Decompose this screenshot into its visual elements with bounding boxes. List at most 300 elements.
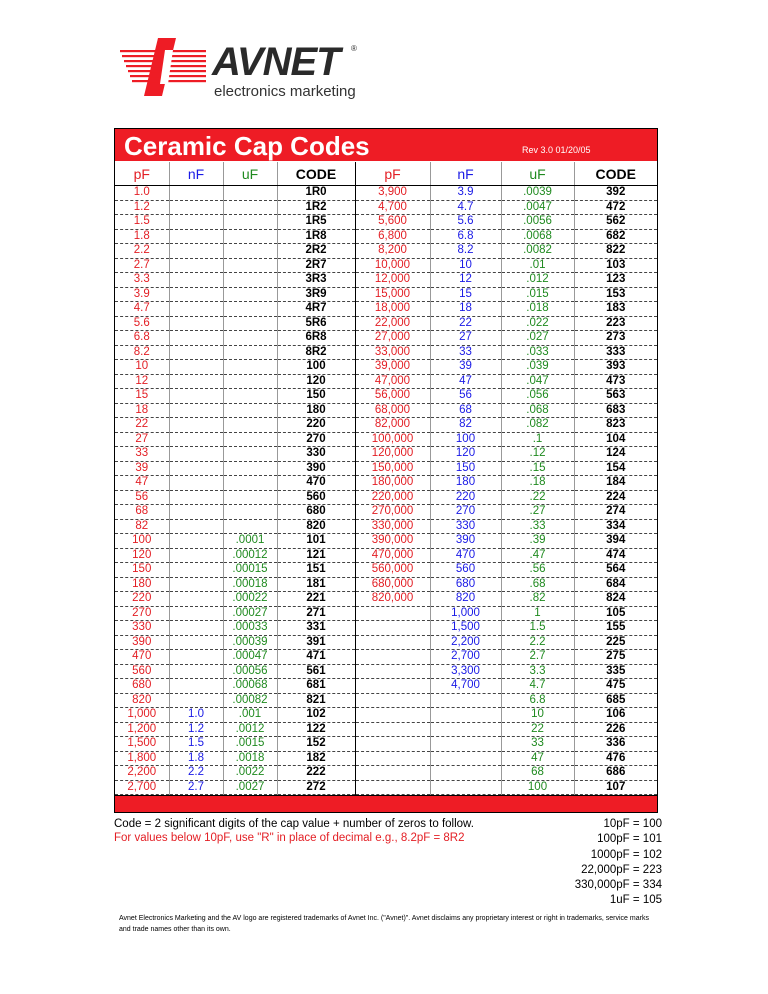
uf-cell [223,331,277,346]
pf-cell: 270 [115,606,169,621]
code-cell: 5R6 [277,316,355,331]
table-row [115,273,657,288]
pf-cell: 4,700 [355,200,430,215]
code-cell: 223 [574,316,657,331]
uf-cell: .00056 [223,664,277,679]
uf-cell: .0056 [501,215,574,230]
nf-cell [169,403,223,418]
code-cell: 563 [574,389,657,404]
table-row [115,635,657,650]
table-row [115,287,657,302]
nf-cell: 470 [430,548,501,563]
nf-cell [169,534,223,549]
uf-cell [223,360,277,375]
nf-cell: 680 [430,577,501,592]
pf-cell: 390 [115,635,169,650]
uf-cell [223,403,277,418]
nf-cell: 33 [430,345,501,360]
code-cell: 475 [574,679,657,694]
code-cell: 275 [574,650,657,665]
nf-cell: 47 [430,374,501,389]
pf-cell [355,664,430,679]
code-cell: 155 [574,621,657,636]
uf-cell [223,505,277,520]
pf-cell: 180 [115,577,169,592]
pf-cell: 1.2 [115,200,169,215]
code-cell: 474 [574,548,657,563]
code-cell: 334 [574,519,657,534]
pf-cell [355,780,430,795]
uf-cell: .0012 [223,722,277,737]
uf-cell: .12 [501,447,574,462]
nf-cell: 27 [430,331,501,346]
pf-cell [355,766,430,781]
uf-cell: .00082 [223,693,277,708]
code-cell: 224 [574,490,657,505]
code-cell: 220 [277,418,355,433]
code-cell: 120 [277,374,355,389]
nf-cell [169,244,223,259]
pf-cell: 220,000 [355,490,430,505]
code-rule-note: Code = 2 significant digits of the cap value + number of zeros to follow. [114,818,474,830]
uf-cell: 10 [501,708,574,723]
nf-cell [169,447,223,462]
pf-cell: 47,000 [355,374,430,389]
nf-cell: 180 [430,476,501,491]
table-row [115,766,657,781]
code-cell: 272 [277,780,355,795]
table-row [115,563,657,578]
nf-cell: 5.6 [430,215,501,230]
code-cell: 100 [277,360,355,375]
pf-cell: 560,000 [355,563,430,578]
uf-cell: .00027 [223,606,277,621]
code-cell: 471 [277,650,355,665]
code-cell: 562 [574,215,657,230]
uf-cell: .068 [501,403,574,418]
code-cell: 683 [574,403,657,418]
pf-cell: 56,000 [355,389,430,404]
uf-cell [223,273,277,288]
pf-cell: 180,000 [355,476,430,491]
nf-cell [169,258,223,273]
table-row [115,577,657,592]
nf-cell [169,490,223,505]
code-cell: 270 [277,432,355,447]
nf-cell [169,287,223,302]
table-row [115,432,657,447]
pf-cell: 680,000 [355,577,430,592]
pf-cell: 5.6 [115,316,169,331]
uf-cell [223,258,277,273]
nf-cell: 560 [430,563,501,578]
code-cell: 564 [574,563,657,578]
pf-cell: 39 [115,461,169,476]
uf-cell: .82 [501,592,574,607]
code-cell: 330 [277,447,355,462]
table-row [115,360,657,375]
nf-cell: 1.8 [169,751,223,766]
code-cell: 684 [574,577,657,592]
pf-cell: 2.7 [115,258,169,273]
table-row [115,722,657,737]
pf-cell: 390,000 [355,534,430,549]
nf-cell [169,186,223,201]
pf-cell: 10 [115,360,169,375]
nf-cell: 1.5 [169,737,223,752]
pf-cell: 1,800 [115,751,169,766]
nf-cell [169,592,223,607]
pf-cell: 27,000 [355,331,430,346]
uf-cell: 33 [501,737,574,752]
pf-cell: 1.5 [115,215,169,230]
pf-cell: 12 [115,374,169,389]
nf-cell: 3,300 [430,664,501,679]
table-row [115,331,657,346]
code-cell: 273 [574,331,657,346]
uf-cell: .00047 [223,650,277,665]
code-cell: 1R0 [277,186,355,201]
table-row [115,679,657,694]
table-row [115,389,657,404]
table-row [115,621,657,636]
pf-cell: 8,200 [355,244,430,259]
nf-cell: 1.0 [169,708,223,723]
uf-cell: .0027 [223,780,277,795]
nf-cell [430,693,501,708]
uf-cell [223,461,277,476]
nf-cell: 820 [430,592,501,607]
table-row [115,302,657,317]
uf-cell [223,345,277,360]
pf-cell: 18,000 [355,302,430,317]
uf-cell: .00033 [223,621,277,636]
code-cell: 6R8 [277,331,355,346]
pf-cell: 18 [115,403,169,418]
uf-cell [223,374,277,389]
nf-cell: 330 [430,519,501,534]
nf-cell [430,780,501,795]
nf-cell [430,722,501,737]
uf-cell: .00039 [223,635,277,650]
nf-cell [430,708,501,723]
uf-cell [223,418,277,433]
col-header-nf: nF [169,162,223,186]
nf-cell [169,273,223,288]
code-cell: 180 [277,403,355,418]
nf-cell: 10 [430,258,501,273]
example-line: 1uF = 105 [609,894,662,907]
table-row [115,592,657,607]
pf-cell: 120,000 [355,447,430,462]
table-row [115,345,657,360]
pf-cell: 15,000 [355,287,430,302]
code-cell: 123 [574,273,657,288]
column-header-row [115,162,657,186]
pf-cell: 150 [115,563,169,578]
pf-cell: 2,200 [115,766,169,781]
table-row [115,186,657,201]
nf-cell: 68 [430,403,501,418]
col-header-code-right: CODE [574,162,657,186]
pf-cell: 820,000 [355,592,430,607]
nf-cell [430,737,501,752]
table-row [115,215,657,230]
pf-cell: 470 [115,650,169,665]
example-line: 100pF = 101 [597,833,662,846]
pf-cell [355,621,430,636]
nf-cell: 4.7 [430,200,501,215]
nf-cell [169,621,223,636]
cap-code-table [114,128,658,813]
code-cell: 476 [574,751,657,766]
col-header-uf: uF [223,162,277,186]
uf-cell: .68 [501,577,574,592]
nf-cell [169,519,223,534]
nf-cell [169,432,223,447]
example-line: 22,000pF = 223 [581,863,662,876]
code-cell: 821 [277,693,355,708]
code-cell: 681 [277,679,355,694]
pf-cell: 39,000 [355,360,430,375]
pf-cell: 330,000 [355,519,430,534]
code-cell: 184 [574,476,657,491]
nf-cell [169,302,223,317]
table-row [115,403,657,418]
logo-subtitle: electronics marketing [214,83,356,100]
code-cell: 2R7 [277,258,355,273]
nf-cell [169,476,223,491]
pf-cell [355,737,430,752]
nf-cell [169,316,223,331]
uf-cell: .15 [501,461,574,476]
example-line: 10pF = 100 [603,818,662,830]
nf-cell [169,650,223,665]
code-cell: 4R7 [277,302,355,317]
uf-cell: .18 [501,476,574,491]
pf-cell: 33,000 [355,345,430,360]
code-cell: 124 [574,447,657,462]
uf-cell: .47 [501,548,574,563]
code-cell: 101 [277,534,355,549]
nf-cell [169,563,223,578]
code-cell: 107 [574,780,657,795]
code-cell: 122 [277,722,355,737]
nf-cell [169,693,223,708]
code-cell: 335 [574,664,657,679]
code-cell: 3R9 [277,287,355,302]
nf-cell [169,635,223,650]
table-row [115,447,657,462]
code-cell: 390 [277,461,355,476]
code-cell: 473 [574,374,657,389]
pf-cell [355,679,430,694]
nf-cell: 220 [430,490,501,505]
col-header-pf-right: pF [355,162,430,186]
code-cell: 2R2 [277,244,355,259]
uf-cell: 22 [501,722,574,737]
nf-cell: 15 [430,287,501,302]
registered-mark: ® [351,44,357,53]
nf-cell: 12 [430,273,501,288]
table-row [115,534,657,549]
table-row [115,461,657,476]
table-row [115,505,657,520]
avnet-logo [118,36,378,106]
code-cell: 393 [574,360,657,375]
uf-cell: .001 [223,708,277,723]
col-header-uf-right: uF [501,162,574,186]
decimal-rule-note: For values below 10pF, use "R" in place of decimal e.g., 8.2pF = 8R2 [114,832,465,844]
uf-cell: .39 [501,534,574,549]
uf-cell: .015 [501,287,574,302]
uf-cell [223,519,277,534]
pf-cell: 27 [115,432,169,447]
nf-cell [169,200,223,215]
uf-cell [223,215,277,230]
nf-cell: 2.7 [169,780,223,795]
code-cell: 822 [574,244,657,259]
nf-cell: 150 [430,461,501,476]
nf-cell [169,360,223,375]
code-cell: 104 [574,432,657,447]
code-cell: 182 [277,751,355,766]
pf-cell [355,693,430,708]
table-row [115,606,657,621]
pf-cell: 3.3 [115,273,169,288]
uf-cell: .00012 [223,548,277,563]
uf-cell [223,186,277,201]
uf-cell: 3.3 [501,664,574,679]
code-cell: 391 [277,635,355,650]
pf-cell [355,708,430,723]
table-row [115,548,657,563]
nf-cell [169,577,223,592]
table-row [115,751,657,766]
uf-cell: 1.5 [501,621,574,636]
uf-cell: .0068 [501,229,574,244]
table-row [115,650,657,665]
code-cell: 105 [574,606,657,621]
nf-cell: 2,200 [430,635,501,650]
uf-cell: .0047 [501,200,574,215]
uf-cell: .1 [501,432,574,447]
code-cell: 680 [277,505,355,520]
nf-cell: 1,500 [430,621,501,636]
table-row [115,519,657,534]
nf-cell: 390 [430,534,501,549]
code-cell: 106 [574,708,657,723]
nf-cell [169,461,223,476]
nf-cell [169,389,223,404]
pf-cell [355,650,430,665]
uf-cell: 47 [501,751,574,766]
nf-cell [169,548,223,563]
uf-cell: .056 [501,389,574,404]
pf-cell: 8.2 [115,345,169,360]
pf-cell: 5,600 [355,215,430,230]
uf-cell: .00018 [223,577,277,592]
code-cell: 1R8 [277,229,355,244]
pf-cell: 15 [115,389,169,404]
nf-cell [430,751,501,766]
uf-cell [223,200,277,215]
uf-cell: .033 [501,345,574,360]
code-cell: 1R2 [277,200,355,215]
table-row [115,374,657,389]
nf-cell [169,664,223,679]
code-cell: 560 [277,490,355,505]
pf-cell: 68 [115,505,169,520]
code-cell: 183 [574,302,657,317]
uf-cell: .018 [501,302,574,317]
uf-cell: .047 [501,374,574,389]
nf-cell [169,505,223,520]
code-cell: 8R2 [277,345,355,360]
pf-cell: 150,000 [355,461,430,476]
uf-cell: .0082 [501,244,574,259]
page-title: Ceramic Cap Codes [124,131,370,161]
code-cell: 685 [574,693,657,708]
uf-cell: .027 [501,331,574,346]
pf-cell [355,722,430,737]
code-cell: 154 [574,461,657,476]
nf-cell [169,345,223,360]
uf-cell: 6.8 [501,693,574,708]
pf-cell [355,606,430,621]
pf-cell: 68,000 [355,403,430,418]
nf-cell: 270 [430,505,501,520]
footer-bar [115,795,657,812]
code-cell: 102 [277,708,355,723]
nf-cell [169,606,223,621]
table-row [115,200,657,215]
nf-cell: 22 [430,316,501,331]
code-cell: 824 [574,592,657,607]
pf-cell: 22,000 [355,316,430,331]
uf-cell: 4.7 [501,679,574,694]
nf-cell [169,229,223,244]
pf-cell: 680 [115,679,169,694]
code-cell: 820 [277,519,355,534]
pf-cell: 470,000 [355,548,430,563]
pf-cell: 56 [115,490,169,505]
uf-cell: .00068 [223,679,277,694]
nf-cell: 56 [430,389,501,404]
nf-cell [169,215,223,230]
pf-cell: 22 [115,418,169,433]
pf-cell: 4.7 [115,302,169,317]
code-cell: 331 [277,621,355,636]
code-cell: 472 [574,200,657,215]
pf-cell: 120 [115,548,169,563]
pf-cell: 1,500 [115,737,169,752]
nf-cell: 1,000 [430,606,501,621]
nf-cell [430,766,501,781]
table-row [115,780,657,795]
nf-cell: 120 [430,447,501,462]
nf-cell [169,679,223,694]
nf-cell: 6.8 [430,229,501,244]
uf-cell [223,476,277,491]
code-cell: 394 [574,534,657,549]
pf-cell: 3,900 [355,186,430,201]
table-row [115,316,657,331]
uf-cell: .33 [501,519,574,534]
pf-cell: 560 [115,664,169,679]
nf-cell: 18 [430,302,501,317]
table-row [115,418,657,433]
